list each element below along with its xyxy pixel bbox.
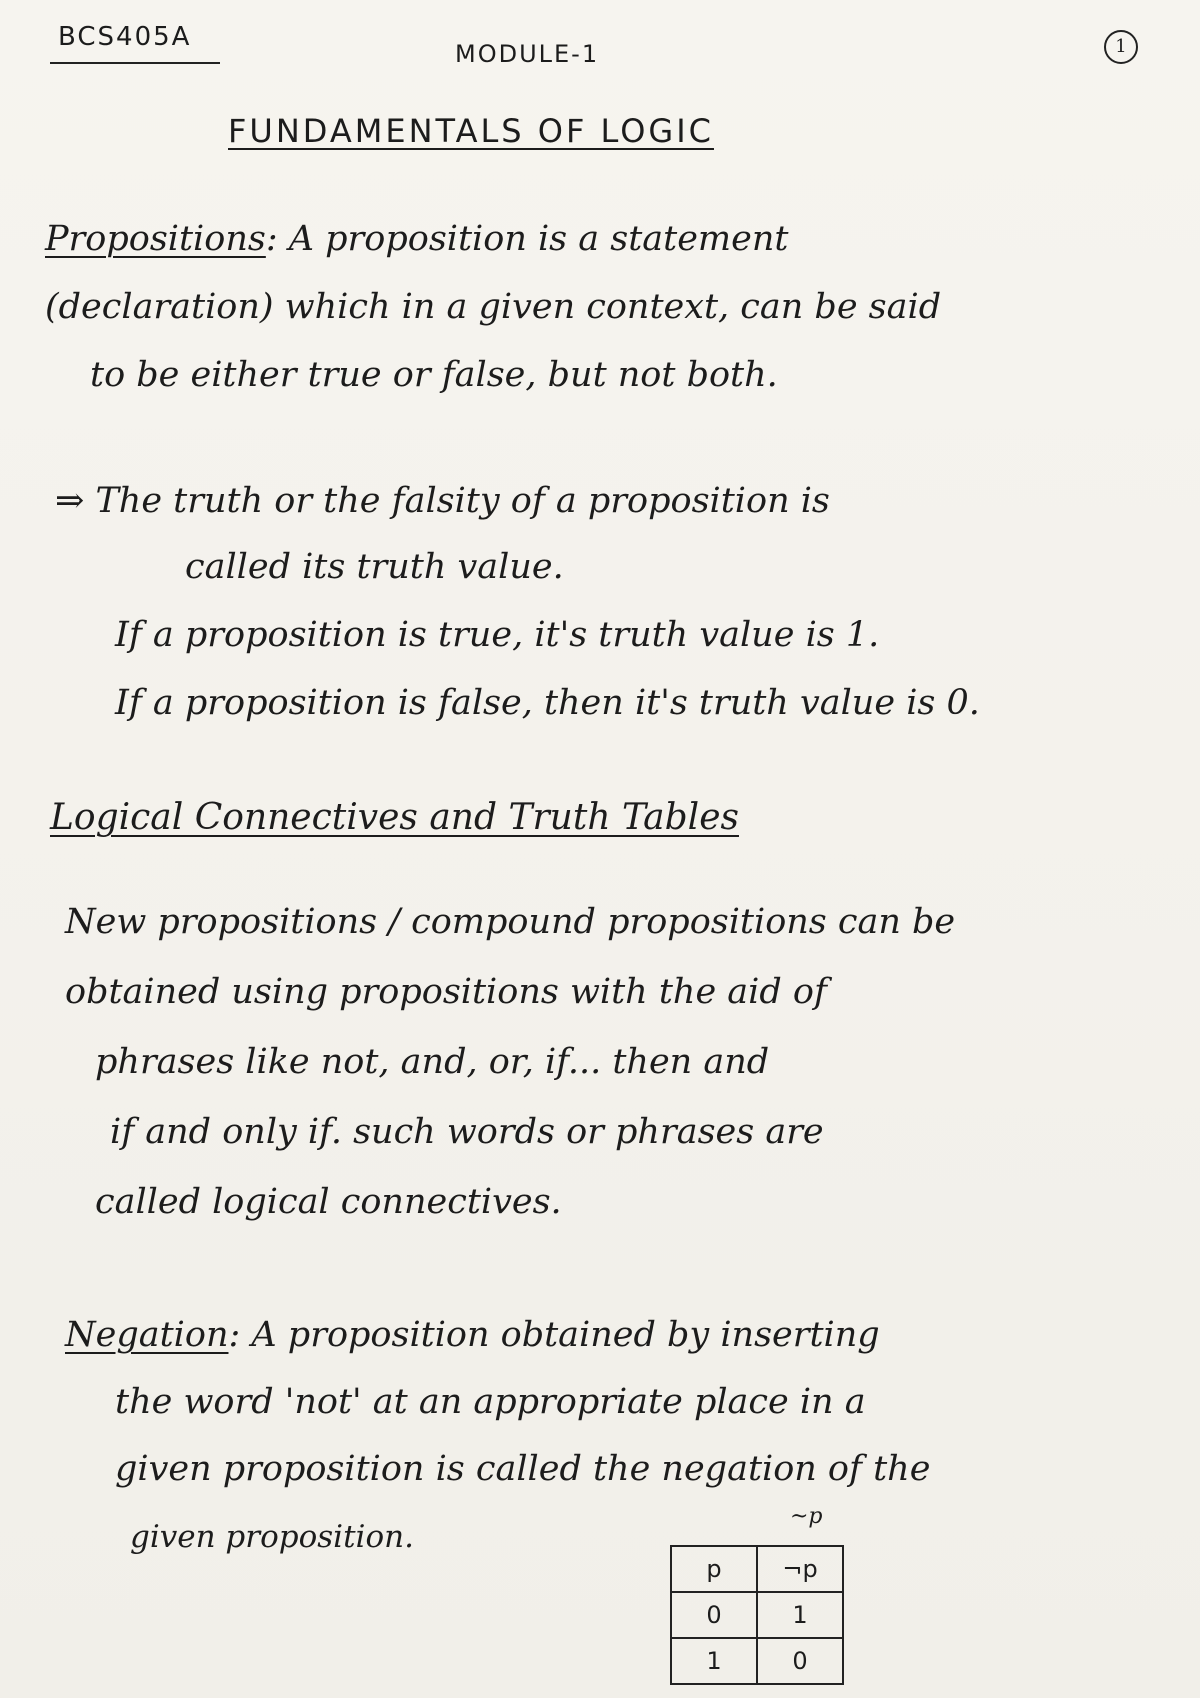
page-title: FUNDAMENTALS OF LOGIC [228, 112, 714, 150]
table-row [671, 1592, 843, 1638]
module-label: MODULE-1 [455, 40, 600, 68]
connectives-line-5: called logical connectives. [95, 1182, 562, 1222]
table-cell: 1 [757, 1592, 843, 1638]
truth-value-line-3: If a proposition is true, it's truth value is 1. [115, 615, 880, 655]
course-code-underline [50, 62, 220, 64]
propositions-line-1 [45, 219, 789, 259]
propositions-heading: Propositions [45, 219, 266, 259]
connectives-line-4: if and only if. such words or phrases are [110, 1112, 824, 1152]
truth-value-line-1: ⇒ The truth or the falsity of a proposition is [55, 481, 830, 521]
propositions-definition-start: : A proposition is a statement [265, 219, 789, 259]
course-code: BCS405A [58, 22, 192, 52]
negation-heading: Negation [65, 1315, 229, 1355]
truth-value-line-4: If a proposition is false, then it's truth value is 0. [115, 683, 980, 723]
negation-line-2: the word 'not' at an appropriate place in a [115, 1382, 866, 1422]
table-header-row [671, 1546, 843, 1592]
negation-line-3: given proposition is called the negation of the [115, 1449, 931, 1489]
table-row [671, 1638, 843, 1684]
propositions-line-3: to be either true or false, but not both. [90, 355, 778, 395]
negation-definition-start: : A proposition obtained by inserting [228, 1315, 880, 1355]
connectives-heading: Logical Connectives and Truth Tables [50, 797, 739, 838]
negation-line-4: given proposition. [130, 1519, 414, 1555]
table-cell: 1 [671, 1638, 757, 1684]
table-header-p: p [671, 1546, 757, 1592]
connectives-line-2: obtained using propositions with the aid of [65, 972, 827, 1012]
table-cell: 0 [757, 1638, 843, 1684]
table-cell: 0 [671, 1592, 757, 1638]
connectives-line-3: phrases like not, and, or, if... then and [95, 1042, 770, 1082]
page-number: 1 [1104, 30, 1138, 64]
negation-truth-table [670, 1545, 844, 1685]
propositions-line-2: (declaration) which in a given context, can be said [45, 287, 942, 327]
table-header-not-p: ¬p [757, 1546, 843, 1592]
negation-line-1 [65, 1315, 880, 1355]
connectives-line-1: New propositions / compound propositions can be [65, 902, 956, 942]
negation-table-note: ~p [790, 1504, 823, 1529]
truth-value-line-2: called its truth value. [185, 547, 564, 587]
